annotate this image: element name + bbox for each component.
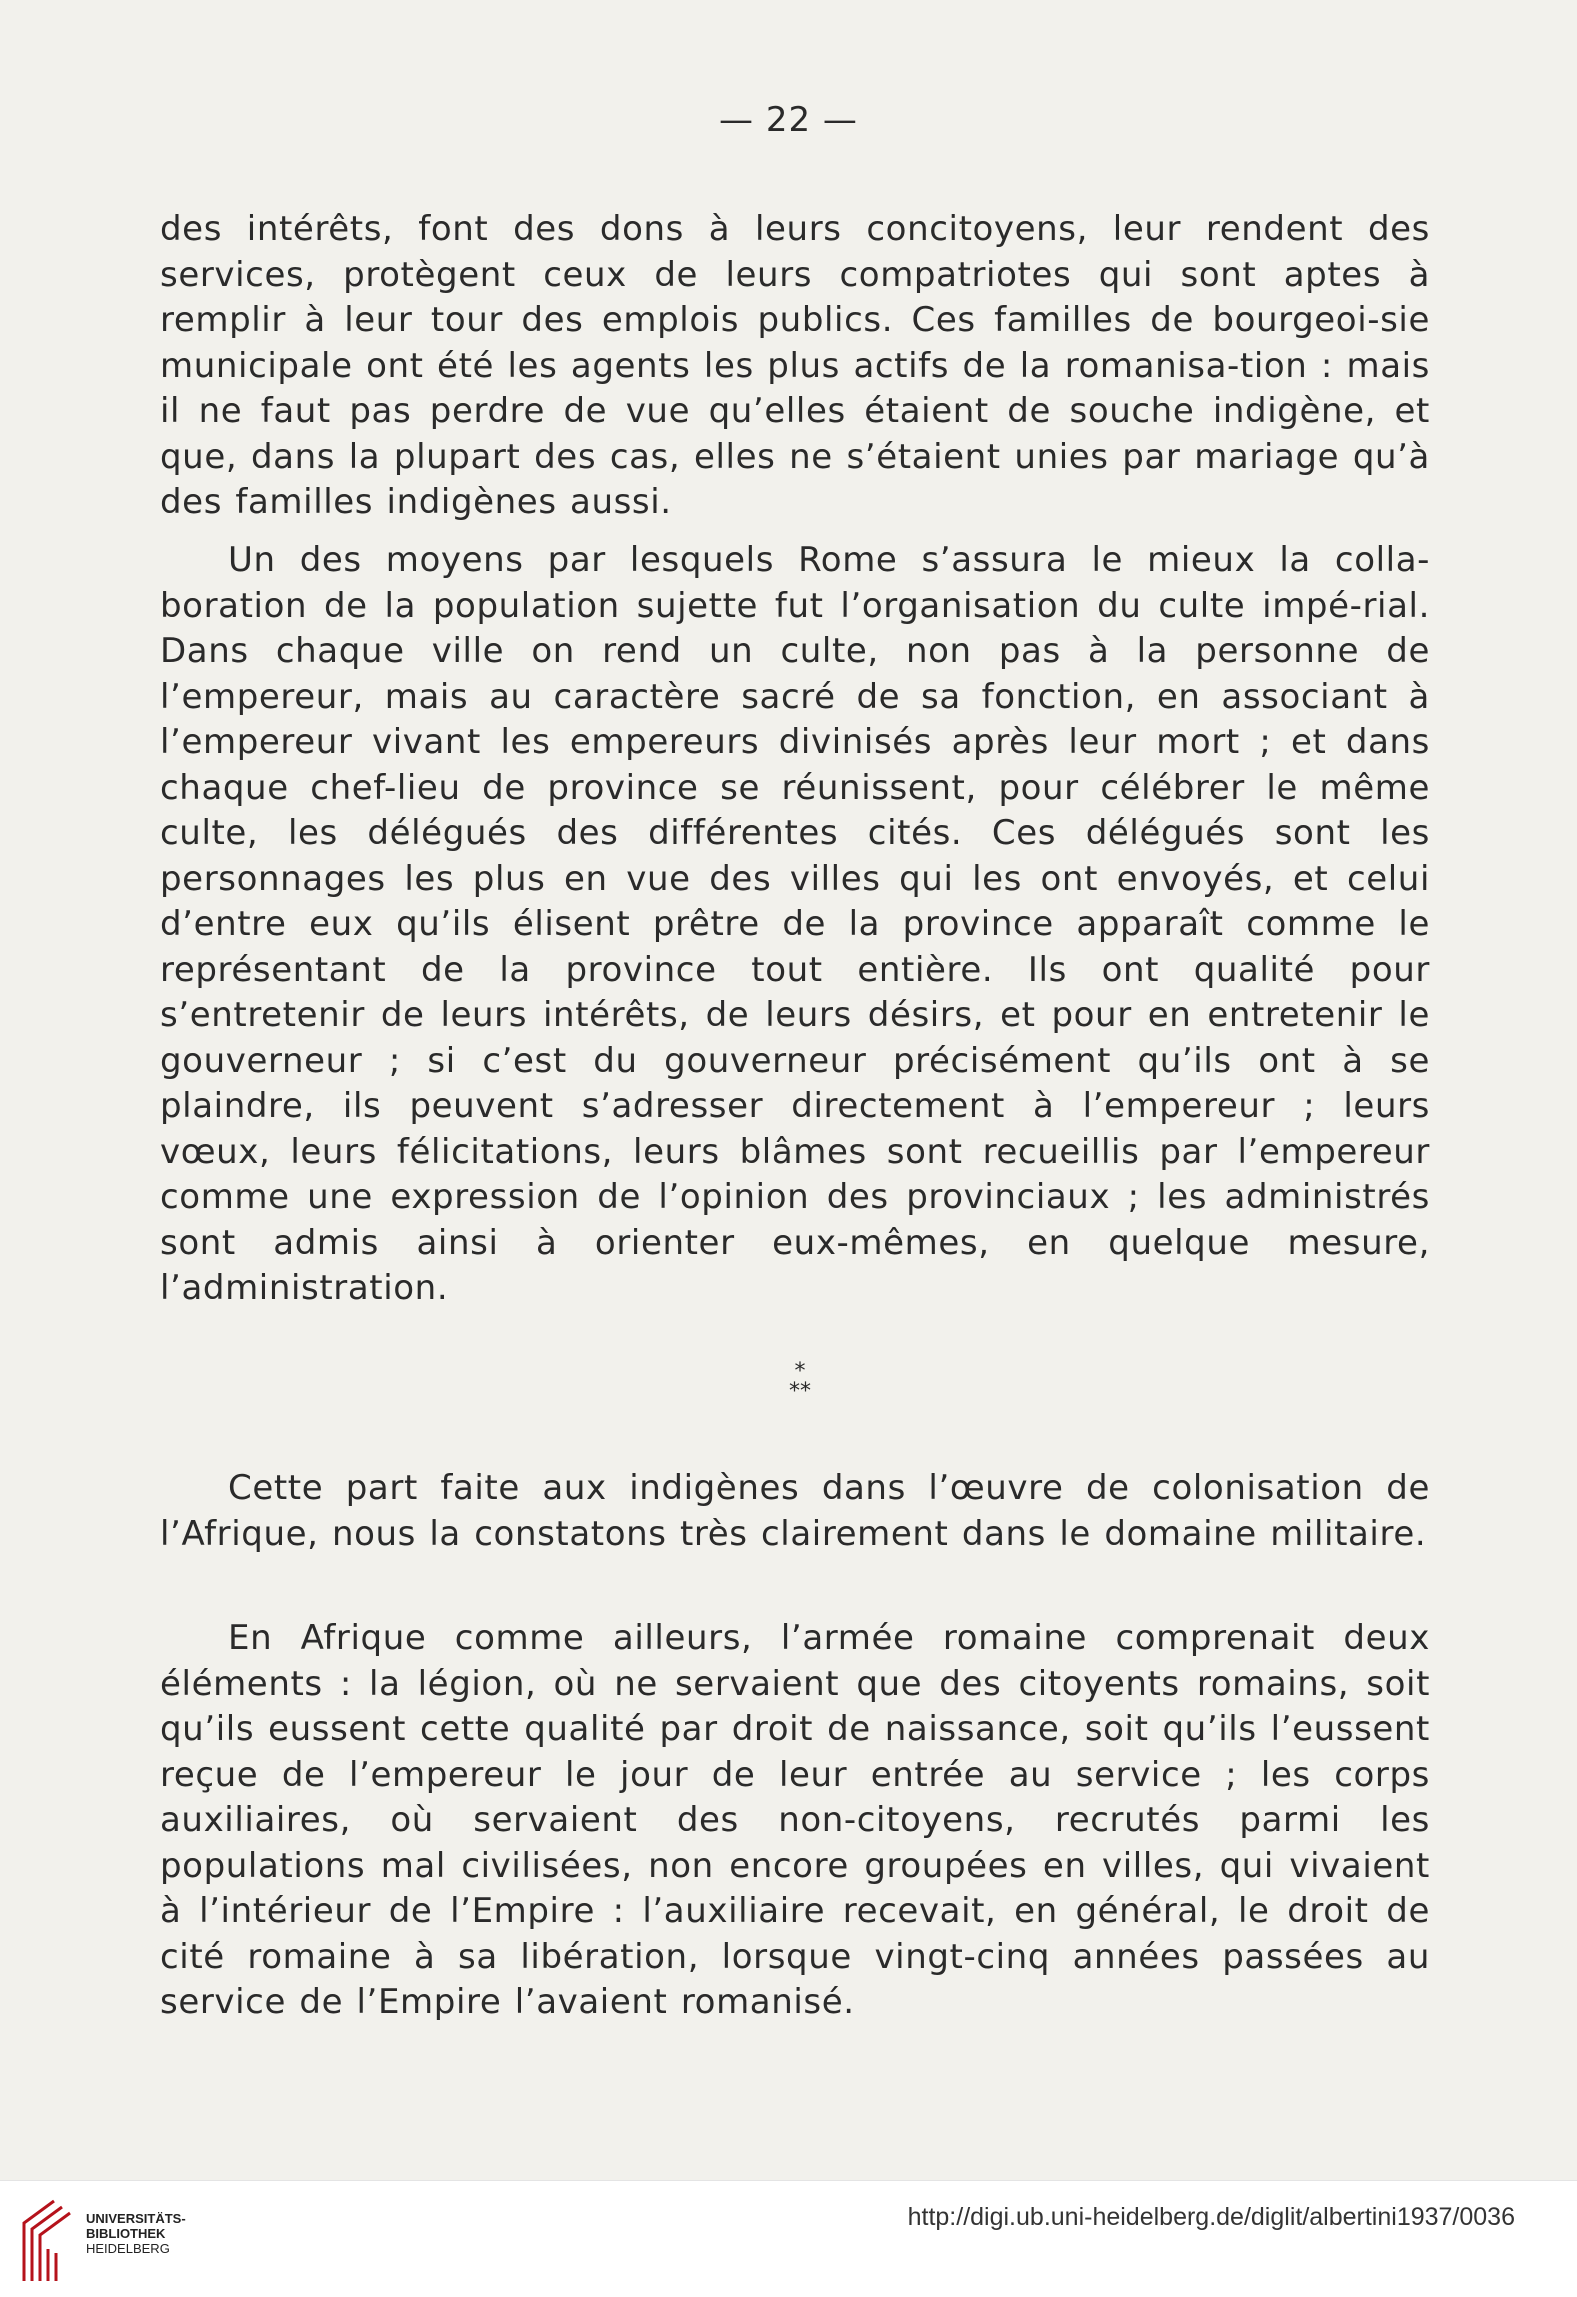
ub-heidelberg-logo-icon[interactable]	[14, 2193, 76, 2285]
permalink-url[interactable]: http://digi.ub.uni-heidelberg.de/diglit/albertini1937/0036	[907, 2203, 1515, 2231]
paragraph-4: En Afrique comme ailleurs, l’armée romaine comprenait deux éléments : la légion, où ne servaient que des citoyents romains, soit qu’ils eussent cette qualité par droit de naissance, soit qu’ils l’eussent reçue de l’empereur le jour de leur entrée au service ; les corps auxiliaires, où servaient des non-citoyens, recrutés parmi les populations mal civilisées, non encore groupées en villes, qui vivaient à l’intérieur de l’Empire : l’auxiliaire recevait, en général, le droit de cité romaine à sa libération, lorsque vingt-cinq années passées au service de l’Empire l’avaient romanisé.	[160, 1618, 1430, 2022]
library-name-line-2: BIBLIOTHEK	[86, 2226, 166, 2241]
paragraph-1: des intérêts, font des dons à leurs concitoyens, leur rendent des services, protègent ceux de leurs compatriotes qui sont aptes à remplir à leur tour des emplois publics. Ces familles de bourgeoi-sie municipale ont été les agents les plus actifs de la romanisa-tion : mais il ne faut pas perdre de vue qu’elles étaient de souche indigène, et que, dans la plupart des cas, elles ne s’étaient unies par mariage qu’à des familles indigènes aussi.	[160, 209, 1430, 522]
library-name-line-3: HEIDELBERG	[86, 2241, 170, 2256]
asterism-top: *	[794, 1359, 806, 1384]
paragraph-3: Cette part faite aux indigènes dans l’œuvre de colonisation de l’Afrique, nous la constatons très clairement dans le domaine militaire.	[160, 1468, 1430, 1554]
library-name-line-1: UNIVERSITÄTS-	[86, 2211, 186, 2226]
asterism-bottom: **	[789, 1379, 811, 1404]
footer-bar	[0, 2180, 1577, 2297]
library-name[interactable]	[86, 2211, 186, 2256]
section-asterism	[760, 1359, 840, 1404]
paragraph-2: Un des moyens par lesquels Rome s’assura le mieux la colla-boration de la population sujette fut l’organisation du culte impé-rial. Dans chaque ville on rend un culte, non pas à la personne de l’empereur, mais au caractère sacré de sa fonction, en associant à l’empereur vivant les empereurs divinisés après leur mort ; et dans chaque chef-lieu de province se réunissent, pour célébrer le même culte, les délégués des différentes cités. Ces délégués sont les personnages les plus en vue des villes qui les ont envoyés, et celui d’entre eux qu’ils élisent prêtre de la province apparaît comme le représentant de la province tout entière. Ils ont qualité pour s’entretenir de leurs intérêts, de leurs désirs, et pour en entretenir le gouverneur ; si c’est du gouverneur précisément qu’ils ont à se plaindre, ils peuvent s’adresser directement à l’empereur ; leurs vœux, leurs félicitations, leurs blâmes sont recueillis par l’empereur comme une expression de l’opinion des provinciaux ; les administrés sont admis ainsi à orienter eux-mêmes, en quelque mesure, l’administration.	[160, 540, 1430, 1308]
page-number: — 22 —	[719, 100, 858, 140]
